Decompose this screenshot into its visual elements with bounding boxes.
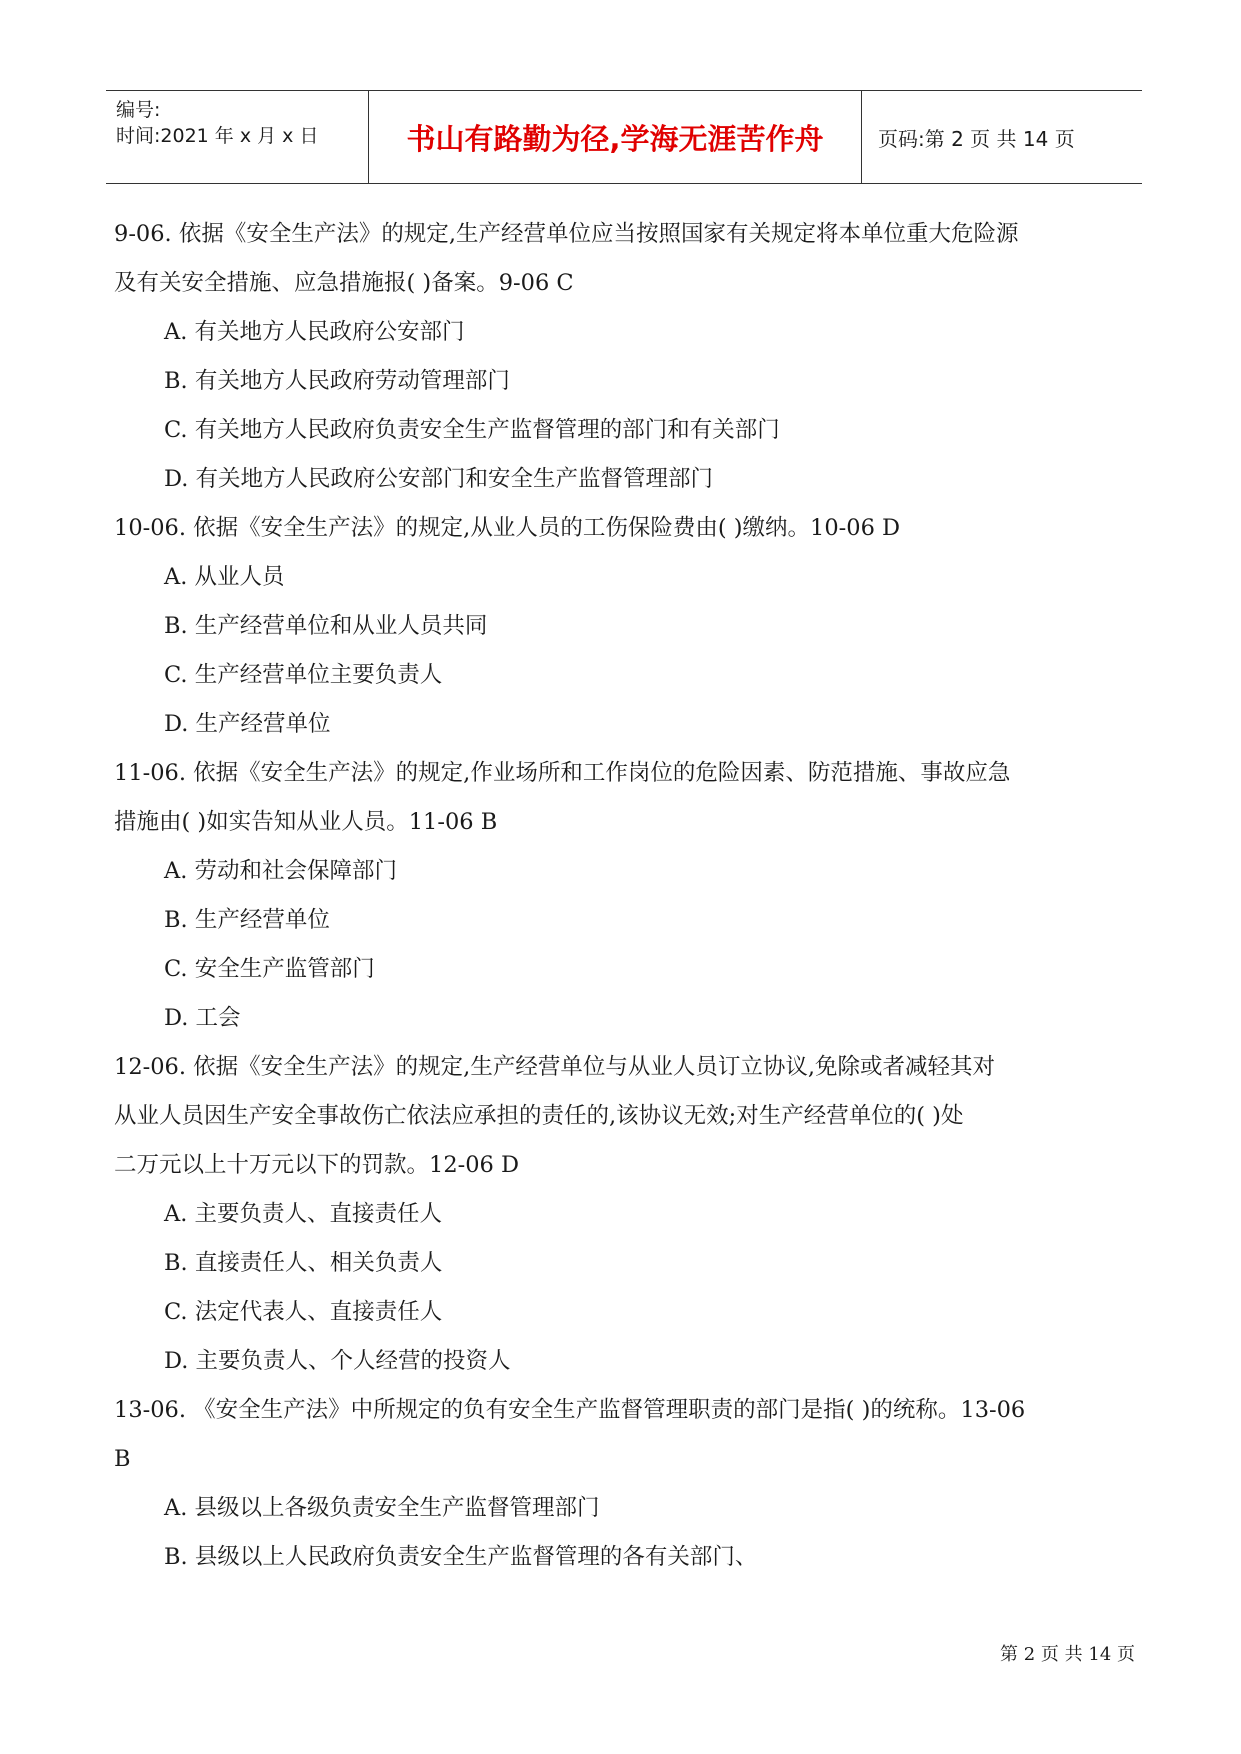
document-number-label: 编号:	[116, 99, 161, 121]
question-line: 9-06. 依据《安全生产法》的规定,生产经营单位应当按照国家有关规定将本单位重大危险源	[114, 221, 1019, 247]
header-left-cell	[106, 91, 369, 183]
question-line: 11-06. 依据《安全生产法》的规定,作业场所和工作岗位的危险因素、防范措施、事故应急	[114, 760, 1011, 786]
header-page-code: 页码:第 2 页 共 14 页	[878, 126, 1075, 151]
question-line: 10-06. 依据《安全生产法》的规定,从业人员的工伤保险费由( )缴纳。10-06 D	[114, 515, 901, 541]
question-line: 及有关安全措施、应急措施报( )备案。9-06 C	[114, 270, 574, 296]
question-line: 从业人员因生产安全事故伤亡依法应承担的责任的,该协议无效;对生产经营单位的( )处	[114, 1103, 964, 1129]
answer-option: B. 有关地方人民政府劳动管理部门	[164, 368, 510, 394]
question-line: 13-06. 《安全生产法》中所规定的负有安全生产监督管理职责的部门是指( )的统称。13-06	[114, 1397, 1026, 1423]
header-motto-cell	[369, 91, 862, 183]
answer-option: C. 法定代表人、直接责任人	[164, 1299, 443, 1325]
question-block	[114, 749, 1136, 1043]
header-motto: 书山有路勤为径,学海无涯苦作舟	[406, 121, 824, 156]
answer-option: D. 主要负责人、个人经营的投资人	[164, 1348, 511, 1374]
answer-option: D. 有关地方人民政府公安部门和安全生产监督管理部门	[164, 466, 714, 492]
question-line: 12-06. 依据《安全生产法》的规定,生产经营单位与从业人员订立协议,免除或者减轻其对	[114, 1054, 995, 1080]
question-block	[114, 210, 1136, 504]
question-block	[114, 504, 1136, 749]
header-page-cell	[862, 91, 1142, 183]
answer-option: A. 县级以上各级负责安全生产监督管理部门	[164, 1495, 600, 1521]
question-line: B	[114, 1446, 131, 1472]
answer-option: C. 安全生产监管部门	[164, 956, 375, 982]
document-time-label: 时间:2021 年 x 月 x 日	[116, 125, 319, 147]
answer-option: D. 生产经营单位	[164, 711, 331, 737]
question-block	[114, 1386, 1136, 1582]
question-line: 二万元以上十万元以下的罚款。12-06 D	[114, 1152, 520, 1178]
answer-option: A. 有关地方人民政府公安部门	[164, 319, 465, 345]
page-header	[106, 90, 1142, 184]
answer-option: C. 生产经营单位主要负责人	[164, 662, 443, 688]
answer-option: A. 从业人员	[164, 564, 285, 590]
question-line: 措施由( )如实告知从业人员。11-06 B	[114, 809, 498, 835]
answer-option: B. 生产经营单位和从业人员共同	[164, 613, 488, 639]
page-footer: 第 2 页 共 14 页	[1000, 1644, 1135, 1665]
question-block	[114, 1043, 1136, 1386]
answer-option: C. 有关地方人民政府负责安全生产监督管理的部门和有关部门	[164, 417, 780, 443]
answer-option: A. 劳动和社会保障部门	[164, 858, 398, 884]
answer-option: B. 直接责任人、相关负责人	[164, 1250, 443, 1276]
answer-option: B. 县级以上人民政府负责安全生产监督管理的各有关部门、	[164, 1544, 758, 1570]
answer-option: D. 工会	[164, 1005, 241, 1031]
answer-option: A. 主要负责人、直接责任人	[164, 1201, 443, 1227]
answer-option: B. 生产经营单位	[164, 907, 330, 933]
question-list	[114, 210, 1136, 1582]
